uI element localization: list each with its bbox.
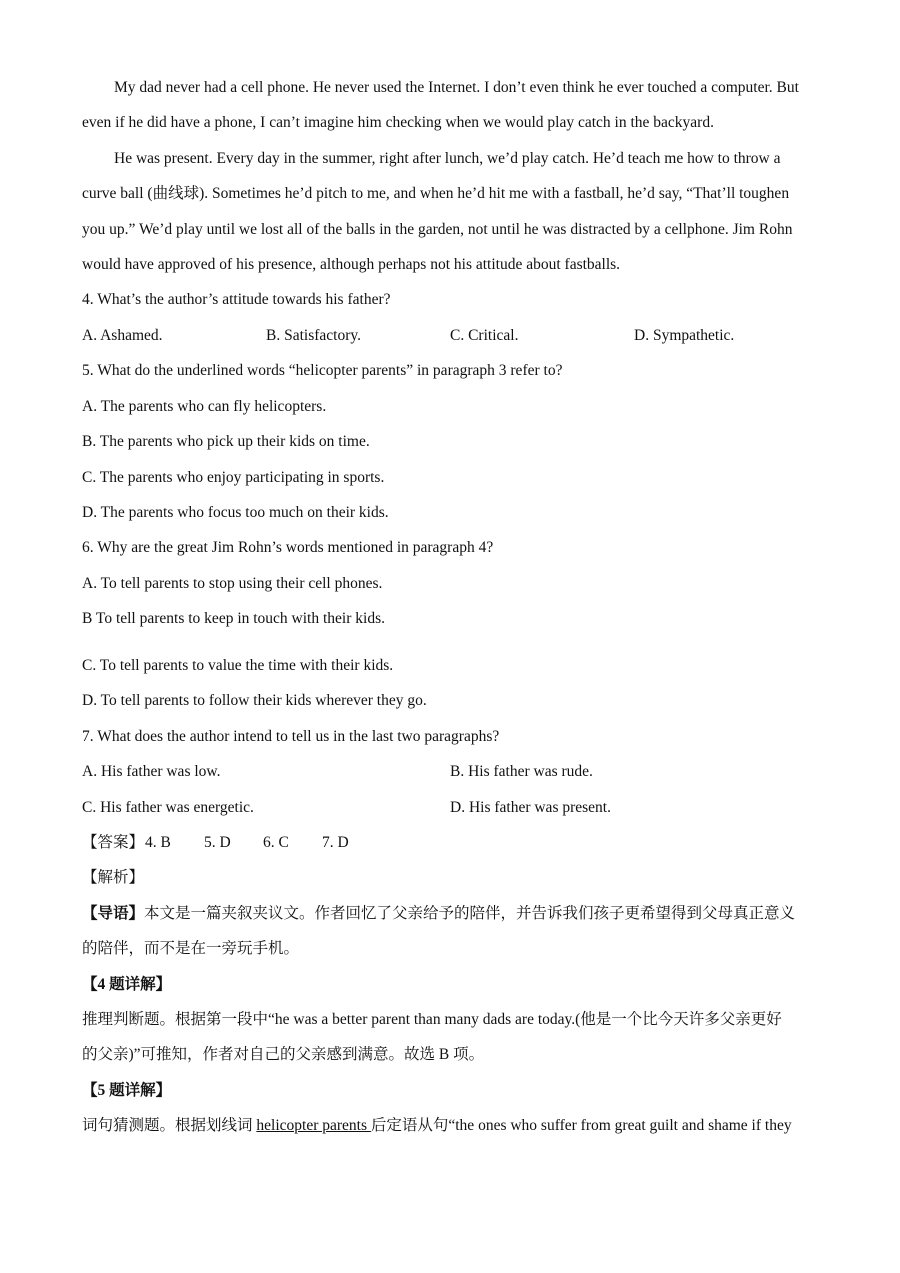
option-d: D. The parents who focus too much on their kids. (82, 504, 389, 521)
passage-line: He was present. Every day in the summer, right after lunch, we’d play catch. He’d teach me how to throw a (114, 150, 781, 167)
option-a: A. His father was low. (82, 763, 221, 780)
q4-detail-text: 推理判断题。根据第一段中“he was a better parent than many dads are today.(他是一个比今天许多父亲更好 (82, 1011, 782, 1028)
question-stem: 5. What do the underlined words “helicopter parents” in paragraph 3 refer to? (82, 362, 563, 379)
q5-suffix: 后定语从句“the ones who suffer from great guilt and shame if they (370, 1117, 792, 1134)
question-stem: 7. What does the author intend to tell us in the last two paragraphs? (82, 728, 500, 745)
passage-line: you up.” We’d play until we lost all of the balls in the garden, not until he was distracted by a cellphone. Jim Rohn (82, 221, 793, 238)
q5-detail-label: 【5 题详解】 (82, 1082, 172, 1099)
option-d: D. Sympathetic. (634, 327, 735, 344)
guide-text: 本文是一篇夹叙夹议文。作者回忆了父亲给予的陪伴，并告诉我们孩子更希望得到父母真正意义 (144, 905, 796, 922)
q5-prefix: 词句猜测题。根据划线词 (82, 1117, 257, 1134)
option-b: B. His father was rude. (450, 763, 593, 780)
answer-item: 6. C (263, 834, 289, 851)
question-stem: 6. Why are the great Jim Rohn’s words mentioned in paragraph 4? (82, 539, 494, 556)
option-b: B To tell parents to keep in touch with their kids. (82, 610, 385, 627)
passage-line: even if he did have a phone, I can’t imagine him checking when we would play catch in the backyard. (82, 114, 714, 131)
passage-line: would have approved of his presence, although perhaps not his attitude about fastballs. (82, 256, 621, 273)
question-stem: 4. What’s the author’s attitude towards his father? (82, 291, 391, 308)
option-c: C. The parents who enjoy participating in sports. (82, 469, 385, 486)
guide-label: 【导语】 (82, 905, 145, 922)
q4-detail-text: 的父亲)”可推知，作者对自己的父亲感到满意。故选 B 项。 (82, 1046, 485, 1063)
option-d: D. To tell parents to follow their kids wherever they go. (82, 692, 427, 709)
option-c: C. His father was energetic. (82, 799, 254, 816)
option-a: A. Ashamed. (82, 327, 163, 344)
option-c: C. To tell parents to value the time with their kids. (82, 657, 394, 674)
answer-item: 5. D (204, 834, 231, 851)
option-b: B. The parents who pick up their kids on time. (82, 433, 370, 450)
passage-line: My dad never had a cell phone. He never used the Internet. I don’t even think he ever touched a computer. But (114, 79, 799, 96)
q5-detail-text (82, 1116, 792, 1136)
option-a: A. The parents who can fly helicopters. (82, 398, 327, 415)
analysis-label: 【解析】 (82, 869, 145, 886)
passage-line: curve ball (曲线球). Sometimes he’d pitch to me, and when he’d hit me with a fastball, he’d say, “That’ll toughen (82, 185, 790, 202)
answer-label: 【答案】 (82, 834, 145, 851)
option-a: A. To tell parents to stop using their cell phones. (82, 575, 383, 592)
option-b: B. Satisfactory. (266, 327, 361, 344)
guide-text: 的陪伴，而不是在一旁玩手机。 (82, 940, 300, 957)
guide-line (82, 904, 795, 924)
answer-item: 7. D (322, 834, 349, 851)
underlined-term: helicopter parents (256, 1117, 371, 1134)
option-c: C. Critical. (450, 327, 519, 344)
option-d: D. His father was present. (450, 799, 611, 816)
q4-detail-label: 【4 题详解】 (82, 976, 172, 993)
answer-item: 4. B (145, 834, 171, 851)
